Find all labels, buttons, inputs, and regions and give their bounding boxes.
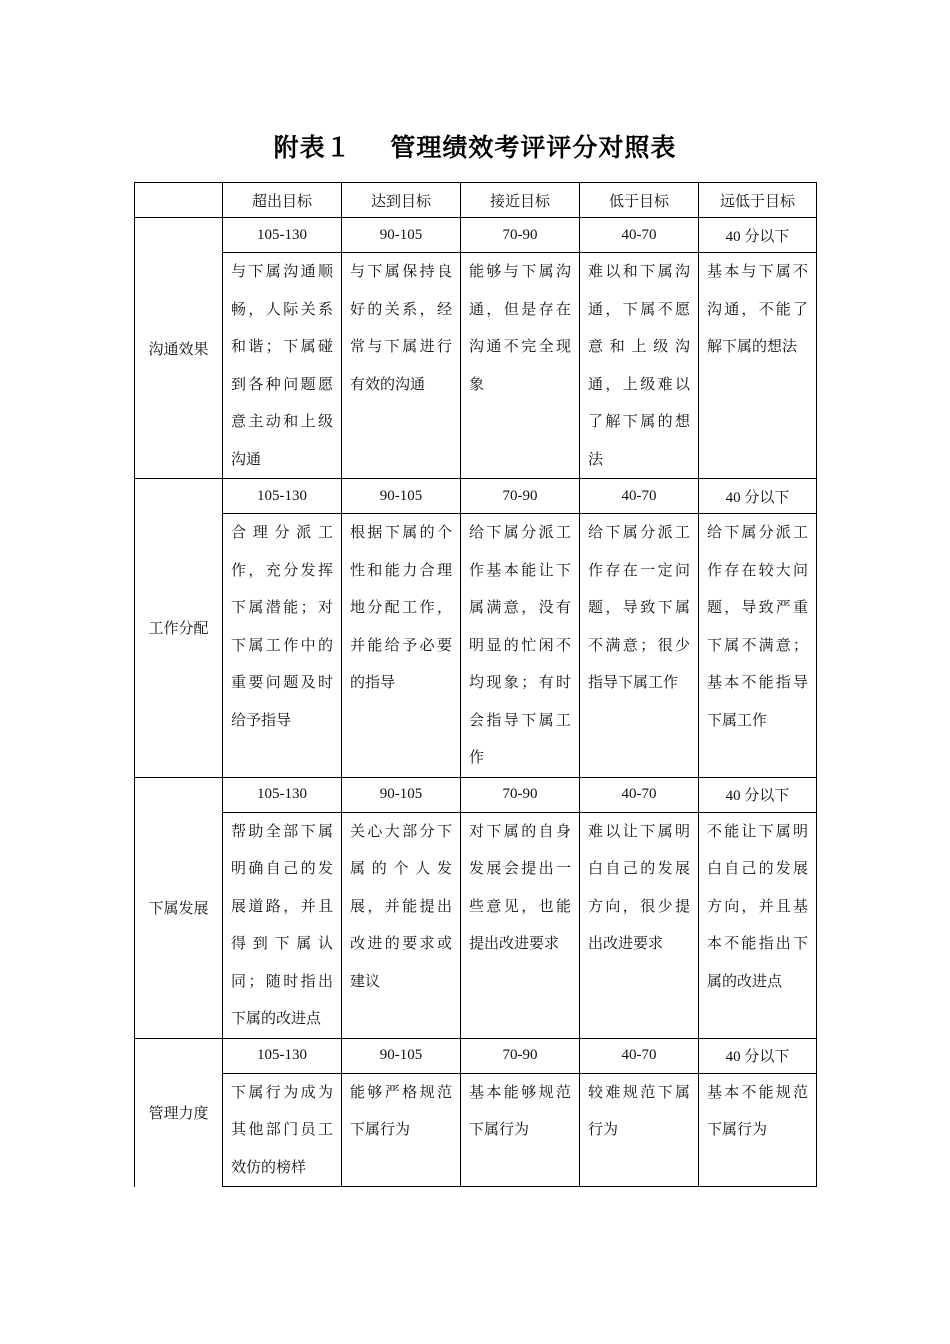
score-cell: 40 分以下 xyxy=(699,777,817,812)
score-cell: 70-90 xyxy=(461,1038,580,1073)
description-cell: 根据下属的个性和能力合理地分配工作，并能给予必要的指导 xyxy=(342,514,461,778)
score-cell: 40 分以下 xyxy=(699,218,817,253)
score-cell: 70-90 xyxy=(461,777,580,812)
header-below-target: 低于目标 xyxy=(580,183,699,218)
description-cell: 给下属分派工作基本能让下属满意，没有明显的忙闲不均现象；有时会指导下属工作 xyxy=(461,514,580,778)
description-cell: 与下属沟通顺畅，人际关系和谐；下属碰到各种问题愿意主动和上级沟通 xyxy=(223,253,342,479)
score-row-work-allocation xyxy=(135,479,817,514)
description-cell: 给下属分派工作存在较大问题，导致严重下属不满意；基本不能指导下属工作 xyxy=(699,514,817,778)
score-cell: 90-105 xyxy=(342,479,461,514)
category-subordinate-development: 下属发展 xyxy=(135,777,223,1038)
description-cell: 合理分派工作，充分发挥下属潜能；对下属工作中的重要问题及时给予指导 xyxy=(223,514,342,778)
description-cell: 基本能够规范下属行为 xyxy=(461,1073,580,1187)
score-cell: 105-130 xyxy=(223,479,342,514)
performance-rating-table xyxy=(134,182,817,1187)
description-row-communication xyxy=(135,253,817,479)
category-management-strength: 管理力度 xyxy=(135,1038,223,1187)
description-cell: 关心大部分下属的个人发展，并能提出改进的要求或建议 xyxy=(342,812,461,1038)
description-row-management-strength xyxy=(135,1073,817,1187)
description-row-subordinate-development xyxy=(135,812,817,1038)
header-near-target: 接近目标 xyxy=(461,183,580,218)
score-cell: 70-90 xyxy=(461,218,580,253)
description-cell: 下属行为成为其他部门员工效仿的榜样 xyxy=(223,1073,342,1187)
score-cell: 40-70 xyxy=(580,777,699,812)
description-cell: 难以和下属沟通，下属不愿意和上级沟通，上级难以了解下属的想法 xyxy=(580,253,699,479)
description-cell: 对下属的自身发展会提出一些意见，也能提出改进要求 xyxy=(461,812,580,1038)
description-cell: 基本不能规范下属行为 xyxy=(699,1073,817,1187)
score-cell: 90-105 xyxy=(342,1038,461,1073)
description-row-work-allocation xyxy=(135,514,817,778)
score-cell: 40-70 xyxy=(580,479,699,514)
description-cell: 不能让下属明白自己的发展方向，并且基本不能指出下属的改进点 xyxy=(699,812,817,1038)
score-row-communication xyxy=(135,218,817,253)
description-cell: 基本与下属不沟通，不能了解下属的想法 xyxy=(699,253,817,479)
score-cell: 40 分以下 xyxy=(699,1038,817,1073)
description-cell: 较难规范下属行为 xyxy=(580,1073,699,1187)
score-cell: 90-105 xyxy=(342,777,461,812)
header-far-below-target: 远低于目标 xyxy=(699,183,817,218)
score-cell: 90-105 xyxy=(342,218,461,253)
header-exceed-target: 超出目标 xyxy=(223,183,342,218)
score-cell: 105-130 xyxy=(223,777,342,812)
description-cell: 能够严格规范下属行为 xyxy=(342,1073,461,1187)
score-cell: 40-70 xyxy=(580,218,699,253)
description-cell: 给下属分派工作存在一定问题，导致下属不满意；很少指导下属工作 xyxy=(580,514,699,778)
score-cell: 40 分以下 xyxy=(699,479,817,514)
category-work-allocation: 工作分配 xyxy=(135,479,223,778)
category-communication: 沟通效果 xyxy=(135,218,223,479)
score-cell: 105-130 xyxy=(223,218,342,253)
description-cell: 难以让下属明白自己的发展方向，很少提出改进要求 xyxy=(580,812,699,1038)
score-cell: 70-90 xyxy=(461,479,580,514)
description-cell: 帮助全部下属明确自己的发展道路，并且得到下属认同；随时指出下属的改进点 xyxy=(223,812,342,1038)
header-meet-target: 达到目标 xyxy=(342,183,461,218)
document-title: 附表１ 管理绩效考评评分对照表 xyxy=(273,133,677,162)
score-cell: 40-70 xyxy=(580,1038,699,1073)
description-cell: 能够与下属沟通，但是存在沟通不完全现象 xyxy=(461,253,580,479)
score-row-subordinate-development xyxy=(135,777,817,812)
score-cell: 105-130 xyxy=(223,1038,342,1073)
description-cell: 与下属保持良好的关系，经常与下属进行有效的沟通 xyxy=(342,253,461,479)
score-row-management-strength xyxy=(135,1038,817,1073)
table-header-row xyxy=(135,183,817,218)
header-corner-cell xyxy=(135,183,223,218)
